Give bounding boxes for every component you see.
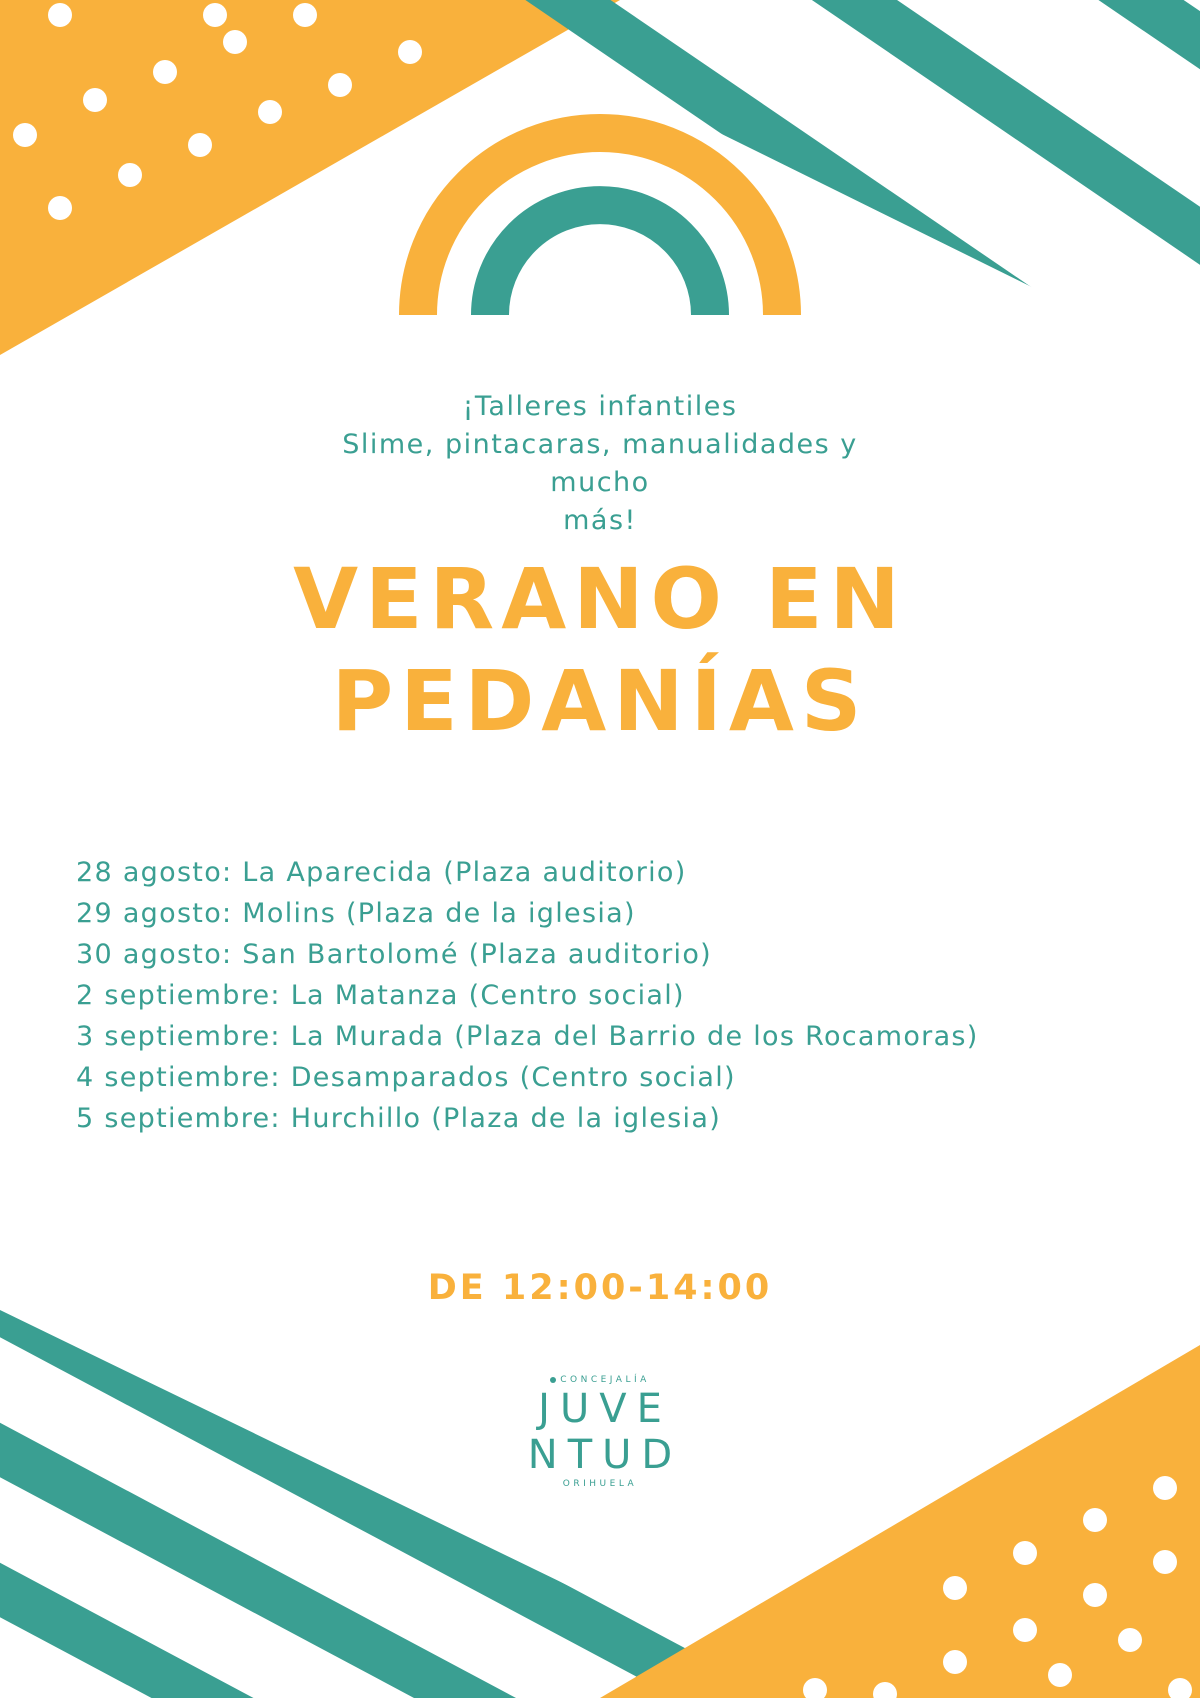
logo-dot-icon [550,1377,556,1383]
logo-top-line [480,1374,720,1386]
schedule-item: 2 septiembre: La Matanza (Centro social) [76,980,685,1011]
schedule-item: 28 agosto: La Aparecida (Plaza auditorio) [76,857,687,888]
tagline-line-3: más! [563,505,637,536]
logo-wordmark [480,1386,720,1478]
schedule-item: 4 septiembre: Desamparados (Centro social) [76,1062,736,1093]
logo-bottom-text: ORIHUELA [562,1479,638,1489]
top-left-dotted-triangle [0,0,620,355]
logo-line-2: NTUD [527,1432,683,1478]
workshop-tagline [300,388,900,540]
event-time: DE 12:00-14:00 [427,1268,773,1308]
schedule-item: 30 agosto: San Bartolomé (Plaza auditorio) [76,939,712,970]
logo-top-text: CONCEJALÍA [560,1375,650,1385]
schedule-item: 5 septiembre: Hurchillo (Plaza de la iglesia) [76,1103,722,1134]
rainbow-arch [418,133,782,315]
event-title [100,548,1100,752]
tagline-line-2: Slime, pintacaras, manualidades y mucho [342,429,858,498]
schedule-item: 29 agosto: Molins (Plaza de la iglesia) [76,898,636,929]
logo-line-1: JUVE [538,1386,672,1432]
juventud-logo [480,1374,720,1490]
schedule-item: 3 septiembre: La Murada (Plaza del Barrio de los Rocamoras) [76,1021,979,1052]
title-line-1: VERANO EN [293,550,907,648]
title-line-2: PEDANÍAS [331,652,869,750]
schedule-list [76,852,1186,1139]
tagline-line-1: ¡Talleres infantiles [462,391,738,422]
